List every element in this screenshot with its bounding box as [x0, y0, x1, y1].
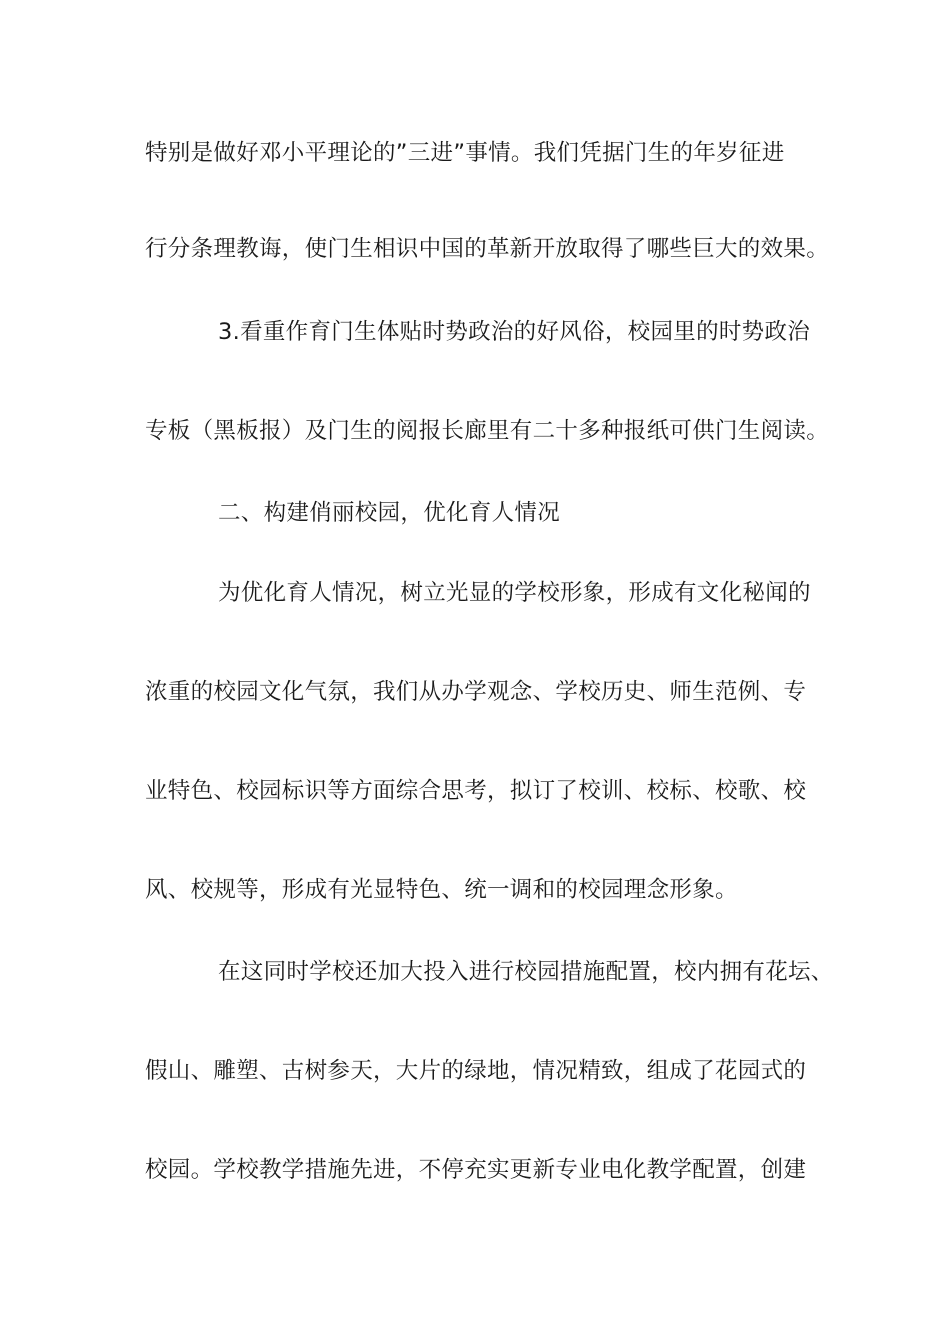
- text-line: 假山、雕塑、古树参天，大片的绿地，情况精致，组成了花园式的: [145, 1058, 807, 1084]
- text-line: 浓重的校园文化气氛，我们从办学观念、学校历史、师生范例、专: [145, 679, 807, 705]
- text-line: 3.看重作育门生体贴时势政治的好风俗，校园里的时势政治: [218, 319, 811, 345]
- text-line: 特别是做好邓小平理论的”三进”事情。我们凭据门生的年岁征进: [145, 140, 785, 166]
- text-line: 专板（黑板报）及门生的阅报长廊里有二十多种报纸可供门生阅读。: [145, 418, 830, 444]
- text-line: 为优化育人情况，树立光显的学校形象，形成有文化秘闻的: [218, 580, 811, 606]
- text-line: 行分条理教诲，使门生相识中国的革新开放取得了哪些巨大的效果。: [145, 236, 830, 262]
- text-line: 风、校规等，形成有光显特色、统一调和的校园理念形象。: [145, 877, 738, 903]
- section-heading: 二、构建俏丽校园，优化育人情况: [218, 500, 561, 526]
- text-line: 在这同时学校还加大投入进行校园措施配置，校内拥有花坛、: [218, 959, 834, 985]
- text-line: 业特色、校园标识等方面综合思考，拟订了校训、校标、校歌、校: [145, 778, 807, 804]
- text-line: 校园。学校教学措施先进，不停充实更新专业电化教学配置，创建: [145, 1157, 807, 1183]
